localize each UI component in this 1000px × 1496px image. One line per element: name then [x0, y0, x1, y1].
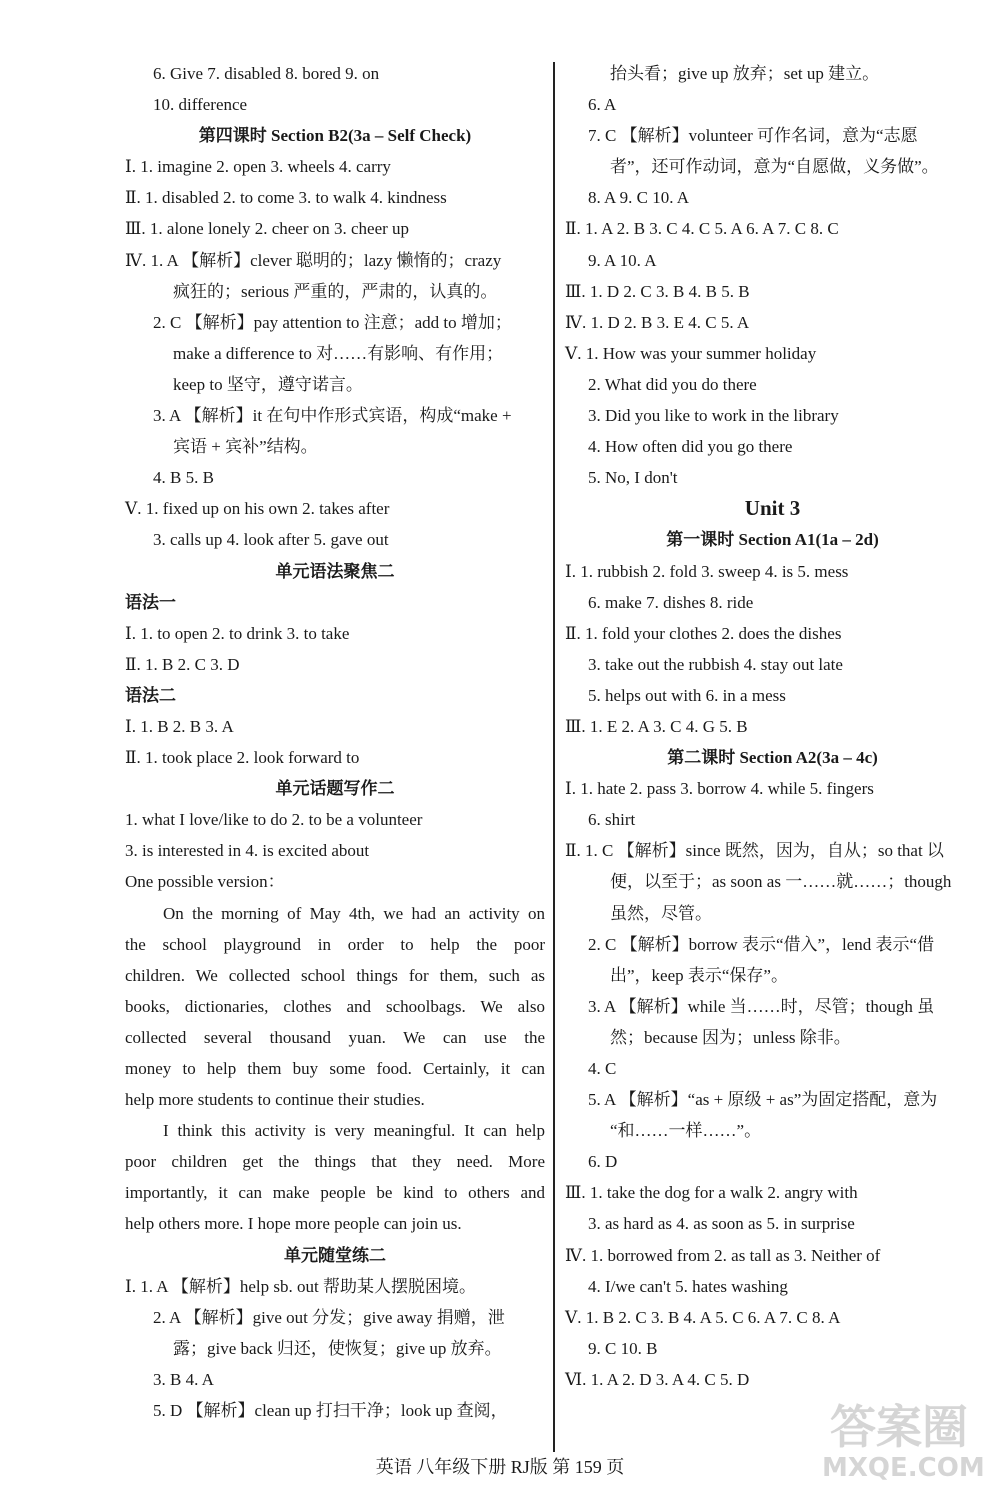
watermark-brand: 答案圈: [830, 1400, 968, 1454]
answer-line: collected several thousand yuan. We can use the: [125, 1027, 545, 1047]
answer-line: On the morning of May 4th, we had an activity on: [163, 903, 545, 923]
answer-line: Ⅱ. 1. fold your clothes 2. does the dishes: [565, 623, 842, 643]
answer-line: money to help them buy some food. Certainly, it can: [125, 1059, 545, 1078]
answer-line: 3. as hard as 4. as soon as 5. in surprise: [588, 1214, 855, 1234]
sub-heading: 语法一: [125, 592, 176, 612]
answer-line: keep to 坚守，遵守诺言。: [173, 374, 363, 394]
answer-line: books, dictionaries, clothes and schoolbags. We also: [125, 996, 545, 1016]
answer-line: 4. I/we can't 5. hates washing: [588, 1276, 788, 1296]
answer-line: 3. Did you like to work in the library: [588, 406, 839, 426]
answer-line: 5. A 【解析】“as + 原级 + as”为固定搭配，意为: [588, 1090, 938, 1110]
page-footer: 英语 八年级下册 RJ版 第 159 页: [375, 1457, 625, 1477]
answer-line: Ⅳ. 1. A 【解析】clever 聪明的；lazy 懒惰的；crazy: [125, 250, 502, 270]
answer-line: I think this activity is very meaningful. It can help: [163, 1121, 545, 1141]
answer-line: Ⅰ. 1. imagine 2. open 3. wheels 4. carry: [125, 157, 391, 177]
section-heading: 第一课时 Section A1(1a – 2d): [666, 530, 879, 550]
answer-line: children. We collected school things for them, such as: [125, 965, 545, 985]
answer-line: 露；give back 归还，使恢复；give up 放弃。: [173, 1338, 502, 1358]
section-heading: 单元随堂练二: [284, 1245, 386, 1265]
answer-line: 4. How often did you go there: [588, 437, 793, 457]
answer-line: Ⅴ. 1. B 2. C 3. B 4. A 5. C 6. A 7. C 8. A: [565, 1307, 841, 1327]
answer-line: 然；because 因为；unless 除非。: [610, 1027, 851, 1047]
answer-line: Ⅰ. 1. A 【解析】help sb. out 帮助某人摆脱困境。: [125, 1276, 476, 1296]
answer-line: Ⅳ. 1. D 2. B 3. E 4. C 5. A: [565, 312, 750, 332]
section-heading: 单元话题写作二: [275, 779, 395, 799]
column-divider: [553, 62, 555, 1452]
answer-line: Ⅲ. 1. E 2. A 3. C 4. G 5. B: [565, 716, 748, 736]
answer-line: 9. C 10. B: [588, 1338, 658, 1358]
answer-line: Ⅳ. 1. borrowed from 2. as tall as 3. Neither of: [565, 1245, 881, 1265]
answer-line: importantly, it can make people be kind to others and: [125, 1183, 545, 1203]
watermark-url: MXQE.COM: [822, 1453, 985, 1483]
answer-line: 3. take out the rubbish 4. stay out late: [588, 654, 843, 674]
answer-line: 5. helps out with 6. in a mess: [588, 685, 786, 705]
answer-line: help more students to continue their studies.: [125, 1090, 425, 1110]
answer-line: Ⅱ. 1. took place 2. look forward to: [125, 748, 360, 768]
answer-line: 10. difference: [153, 95, 248, 115]
answer-line: 6. A: [588, 95, 617, 115]
answer-line: poor children get the things that they need. More: [125, 1152, 545, 1172]
answer-line: 9. A 10. A: [588, 250, 657, 270]
answer-line: 2. C 【解析】borrow 表示“借入”，lend 表示“借: [588, 934, 935, 954]
answer-line: 便，以至于；as soon as 一……就……；though: [610, 872, 952, 892]
answer-line: 出”，keep 表示“保存”。: [610, 965, 788, 985]
answer-line: 3. A 【解析】while 当……时，尽管；though 虽: [588, 996, 935, 1016]
answer-line: help others more. I hope more people can join us.: [125, 1214, 462, 1234]
answer-line: 虽然，尽管。: [610, 903, 712, 923]
answer-line: 1. what I love/like to do 2. to be a volunteer: [125, 810, 423, 830]
answer-line: the school playground in order to help the poor: [125, 934, 545, 954]
left-column: [125, 58, 545, 1426]
answer-line: 3. is interested in 4. is excited about: [125, 841, 370, 861]
answer-line: 6. D: [588, 1152, 618, 1172]
watermark-logo: [800, 1385, 995, 1493]
answer-line: 者”，还可作动词，意为“自愿做，义务做”。: [610, 157, 939, 177]
answer-line: One possible version：: [125, 872, 285, 892]
answer-line: “和……一样……”。: [610, 1121, 762, 1141]
answer-line: 3. calls up 4. look after 5. gave out: [153, 530, 389, 550]
answer-line: Ⅰ. 1. to open 2. to drink 3. to take: [125, 623, 350, 643]
answer-line: Ⅱ. 1. disabled 2. to come 3. to walk 4. kindness: [125, 188, 447, 208]
answer-line: 4. C: [588, 1059, 617, 1078]
answer-line: Ⅱ. 1. B 2. C 3. D: [125, 654, 240, 674]
answer-line: Ⅲ. 1. alone lonely 2. cheer on 3. cheer up: [125, 219, 410, 239]
answer-line: Ⅱ. 1. A 2. B 3. C 4. C 5. A 6. A 7. C 8. C: [565, 219, 839, 239]
answer-line: Ⅲ. 1. take the dog for a walk 2. angry with: [565, 1183, 858, 1203]
answer-line: Ⅴ. 1. fixed up on his own 2. takes after: [125, 499, 390, 519]
answer-line: 6. shirt: [588, 810, 636, 830]
answer-line: Ⅰ. 1. B 2. B 3. A: [125, 716, 234, 736]
section-heading: 第四课时 Section B2(3a – Self Check): [198, 126, 472, 146]
answer-line: 4. B 5. B: [153, 468, 214, 488]
answer-line: 6. Give 7. disabled 8. bored 9. on: [153, 64, 380, 83]
section-heading: 单元语法聚焦二: [275, 561, 395, 581]
answer-line: Ⅰ. 1. hate 2. pass 3. borrow 4. while 5. fingers: [565, 779, 874, 799]
answer-line: make a difference to 对……有影响、有作用；: [173, 343, 504, 363]
answer-line: 5. D 【解析】clean up 打扫干净；look up 查阅，: [153, 1401, 508, 1421]
answer-line: 宾语 + 宾补”结构。: [173, 437, 318, 457]
answer-line: Ⅱ. 1. C 【解析】since 既然，因为，自从；so that 以: [565, 841, 944, 861]
right-column: [565, 58, 980, 1395]
answer-line: Ⅴ. 1. How was your summer holiday: [565, 343, 817, 363]
answer-line: Ⅵ. 1. A 2. D 3. A 4. C 5. D: [565, 1369, 750, 1389]
answer-line: 3. A 【解析】it 在句中作形式宾语，构成“make +: [153, 406, 512, 426]
answer-line: 疯狂的；serious 严重的，严肃的，认真的。: [173, 281, 498, 301]
answer-line: 6. make 7. dishes 8. ride: [588, 592, 754, 612]
answer-line: 5. No, I don't: [588, 468, 678, 488]
answer-line: 7. C 【解析】volunteer 可作名词，意为“志愿: [588, 126, 918, 146]
answer-line: 抬头看；give up 放弃；set up 建立。: [610, 64, 880, 83]
answer-line: 2. C 【解析】pay attention to 注意；add to 增加；: [153, 312, 512, 332]
section-heading: 第二课时 Section A2(3a – 4c): [667, 748, 878, 768]
section-heading: Unit 3: [744, 496, 801, 521]
answer-line: 2. A 【解析】give out 分发；give away 捐赠，泄: [153, 1307, 505, 1327]
sub-heading: 语法二: [125, 685, 176, 705]
answer-line: 8. A 9. C 10. A: [588, 188, 690, 208]
answer-line: 3. B 4. A: [153, 1369, 214, 1389]
answer-line: 2. What did you do there: [588, 374, 757, 394]
answer-line: Ⅰ. 1. rubbish 2. fold 3. sweep 4. is 5. mess: [565, 561, 849, 581]
answer-line: Ⅲ. 1. D 2. C 3. B 4. B 5. B: [565, 281, 750, 301]
